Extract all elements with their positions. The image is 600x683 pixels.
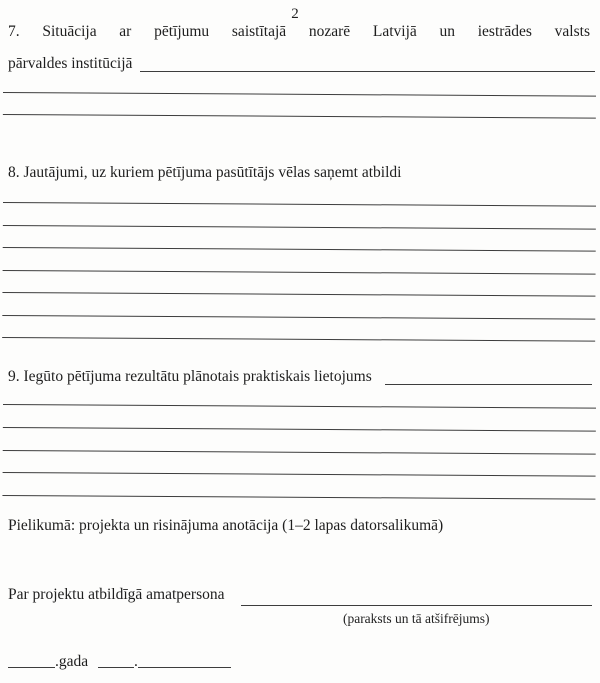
item9-blank-lines bbox=[2, 404, 596, 521]
attachment-note: Pielikumā: projekta un risinājuma anotācija (1–2 lapas datorsalikumā) bbox=[8, 517, 444, 534]
signature-caption: (paraksts un tā atšifrējums) bbox=[342, 611, 490, 626]
date-line bbox=[8, 652, 231, 671]
blank-writing-line bbox=[3, 114, 596, 140]
date-blank-day bbox=[98, 656, 134, 668]
item8-text: 8. Jautājumi, uz kuriem pētījuma pasūtītājs vēlas saņemt atbildi bbox=[8, 164, 402, 181]
item7-text-line2: pārvaldes institūcijā bbox=[8, 55, 133, 72]
blank-writing-line bbox=[2, 337, 595, 363]
date-separator: . bbox=[134, 653, 138, 670]
item7-blank-lines bbox=[3, 92, 596, 140]
item9-text: 9. Iegūto pētījuma rezultātu plānotais praktiskais lietojums bbox=[8, 368, 372, 385]
date-blank-year bbox=[8, 656, 55, 668]
signature-block bbox=[8, 585, 592, 628]
signature-label: Par projektu atbildīgā amatpersona bbox=[8, 586, 225, 603]
gada-label: .gada bbox=[55, 653, 89, 670]
item7-inline-blank bbox=[140, 71, 595, 72]
signature-line bbox=[241, 585, 592, 606]
item8-blank-lines bbox=[2, 202, 596, 363]
date-blank-month bbox=[138, 656, 231, 668]
item7-text-line1: 7. Situācija ar pētījumu saistītajā nozarē Latvijā un iestrādes valsts bbox=[8, 23, 590, 40]
item7-row bbox=[8, 54, 595, 73]
signature-column bbox=[241, 585, 592, 628]
page-number: 2 bbox=[291, 6, 299, 22]
item9-inline-blank bbox=[385, 384, 592, 385]
item9-row bbox=[8, 367, 592, 386]
